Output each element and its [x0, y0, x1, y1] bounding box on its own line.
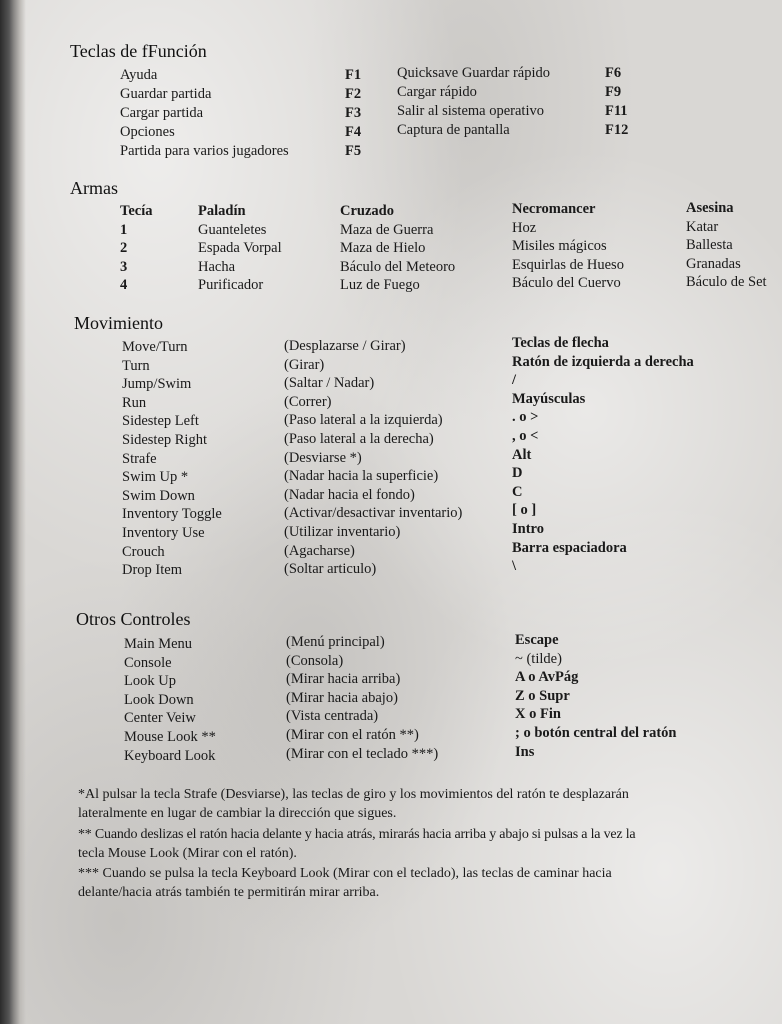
movement-key: . o > [512, 409, 539, 426]
movement-action: Move/Turn [122, 339, 188, 355]
movement-key: Ratón de izquierda a derecha [512, 353, 694, 370]
other-description: (Mirar con el teclado ***) [286, 745, 439, 762]
function-label: Opciones [120, 124, 175, 140]
other-action: Look Up [124, 673, 176, 690]
movement-key: \ [512, 558, 517, 575]
other-action: Look Down [124, 691, 194, 708]
movement-description: (Activar/desactivar inventario) [284, 505, 463, 522]
movement-action: Inventory Use [122, 524, 205, 541]
other-description: (Vista centrada) [286, 708, 379, 725]
weapons-cell: Maza de Guerra [340, 221, 434, 238]
movement-action: Jump/Swim [122, 376, 192, 393]
movement-action: Strafe [122, 450, 157, 467]
weapons-cell: Báculo del Meteoro [340, 258, 456, 275]
other-action: Center Veiw [124, 710, 196, 727]
other-key: Ins [515, 743, 535, 760]
other-key: ; o botón central del ratón [515, 724, 677, 741]
movement-description: (Girar) [284, 356, 325, 373]
movement-description: (Correr) [284, 393, 332, 410]
weapons-cell: Hacha [198, 258, 236, 275]
function-key: F2 [345, 86, 362, 102]
function-right-keys [605, 64, 628, 140]
function-key: F5 [345, 143, 362, 159]
section-title-other-controls: Otros Controles [76, 609, 191, 629]
section-title-function-keys: Teclas de fFunción [70, 41, 207, 61]
other-key: Z o Supr [515, 687, 570, 704]
function-left-keys [345, 66, 361, 161]
section-title-weapons: Armas [70, 178, 118, 198]
function-key: F12 [605, 122, 629, 138]
other-col-key [515, 631, 677, 761]
weapons-cell: Guanteletes [198, 221, 267, 238]
movement-key: Barra espaciadora [512, 539, 627, 556]
weapons-cell: Misiles mágicos [512, 238, 607, 255]
movement-action: Run [122, 394, 147, 411]
movement-col-key [512, 334, 694, 576]
function-label: Cargar partida [120, 105, 204, 121]
other-description: (Mirar con el ratón **) [286, 726, 419, 743]
footnote-line: ** Cuando deslizas el ratón hacia delante y hacia atrás, mirarás hacia arriba y abajo si pulsas a la vez la [78, 827, 636, 842]
movement-action: Drop Item [122, 562, 182, 579]
weapons-cell: Luz de Fuego [340, 277, 420, 294]
weapons-cell: Maza de Hielo [340, 240, 426, 257]
weapons-cell: Ballesta [686, 237, 733, 254]
other-action: Console [124, 654, 172, 671]
other-action: Main Menu [124, 636, 193, 652]
weapons-header: Tecía [120, 203, 153, 219]
weapons-cell: 4 [120, 277, 128, 294]
other-col-description [286, 633, 438, 763]
weapons-cell: Báculo del Cuervo [512, 275, 621, 292]
other-key: A o AvPág [515, 669, 579, 686]
weapons-col-cruzado [340, 202, 455, 295]
function-key: F11 [605, 103, 628, 119]
weapons-cell: 1 [120, 221, 128, 238]
footnote-line: delante/hacia atrás también te permitirán mirar arriba. [78, 885, 380, 900]
movement-description: (Nadar hacia el fondo) [284, 486, 415, 503]
movement-description: (Utilizar inventario) [284, 523, 401, 540]
movement-key: Alt [512, 446, 532, 463]
weapons-header: Paladín [198, 203, 246, 219]
function-label: Ayuda [120, 67, 158, 83]
movement-description: (Desplazarse / Girar) [284, 338, 406, 354]
movement-action: Sidestep Left [122, 413, 199, 430]
weapons-cell: Granadas [686, 255, 741, 272]
footnote-line: tecla Mouse Look (Mirar con el ratón). [78, 846, 297, 861]
weapons-col-paladin [198, 202, 282, 295]
weapons-header: Necromancer [512, 201, 596, 217]
movement-key: , o < [512, 427, 539, 444]
function-label: Guardar partida [120, 86, 212, 102]
movement-description: (Desviarse *) [284, 449, 362, 466]
movement-description: (Agacharse) [284, 542, 355, 559]
movement-action: Swim Down [122, 487, 195, 504]
movement-key: D [512, 465, 523, 482]
weapons-cell: Katar [686, 218, 719, 235]
other-key: ~ (tilde) [515, 650, 562, 667]
movement-key: Teclas de flecha [512, 335, 609, 351]
movement-col-description [284, 337, 462, 579]
other-key: X o Fin [515, 706, 561, 723]
weapons-cell: Purificador [198, 277, 264, 294]
movement-col-action [122, 338, 222, 580]
function-key: F1 [345, 67, 362, 83]
function-label: Partida para varios jugadores [120, 143, 289, 159]
footnote-line: lateralmente en lugar de cambiar la dirección que sigues. [78, 806, 397, 821]
function-key: F6 [605, 65, 622, 81]
movement-action: Sidestep Right [122, 431, 207, 448]
movement-description: (Soltar articulo) [284, 561, 377, 578]
weapons-col-necromancer [512, 200, 624, 293]
function-label: Cargar rápido [397, 84, 477, 100]
weapons-cell: 2 [120, 240, 128, 257]
movement-description: (Paso lateral a la izquierda) [284, 412, 443, 429]
movement-key: Mayúsculas [512, 390, 586, 407]
weapons-cell: Espada Vorpal [198, 240, 282, 257]
function-left-labels [120, 66, 289, 161]
movement-key: / [512, 372, 517, 389]
movement-description: (Nadar hacia la superficie) [284, 468, 439, 485]
movement-key: C [512, 483, 523, 500]
footnote-line: *** Cuando se pulsa la tecla Keyboard Look (Mirar con el teclado), las teclas de caminar hacia [78, 866, 612, 881]
section-title-movement: Movimiento [74, 313, 163, 333]
other-description: (Mirar hacia arriba) [286, 671, 401, 688]
other-col-action [124, 635, 216, 765]
other-description: (Menú principal) [286, 634, 385, 650]
page-binding-edge [0, 0, 26, 1024]
function-label: Salir al sistema operativo [397, 103, 544, 119]
movement-action: Swim Up * [122, 469, 189, 486]
other-action: Keyboard Look [124, 747, 216, 764]
other-description: (Mirar hacia abajo) [286, 689, 398, 706]
weapons-cell: Esquirlas de Hueso [512, 256, 624, 273]
movement-action: Inventory Toggle [122, 506, 222, 523]
weapons-col-key [120, 202, 153, 295]
movement-action: Turn [122, 357, 150, 374]
footnote-line: *Al pulsar la tecla Strafe (Desviarse), las teclas de giro y los movimientos del ratón te desplazarán [78, 787, 629, 802]
weapons-cell: Báculo de Set [686, 274, 767, 291]
movement-description: (Saltar / Nadar) [284, 375, 375, 392]
function-label: Captura de pantalla [397, 122, 510, 138]
movement-key: Intro [512, 520, 544, 537]
function-key: F9 [605, 84, 622, 100]
function-key: F3 [345, 105, 362, 121]
other-description: (Consola) [286, 652, 344, 669]
function-key: F4 [345, 124, 362, 140]
function-label: Quicksave Guardar rápido [397, 65, 550, 81]
weapons-cell: 3 [120, 258, 128, 275]
weapons-col-asesina [686, 199, 767, 292]
movement-description: (Paso lateral a la derecha) [284, 430, 434, 447]
weapons-cell: Hoz [512, 219, 537, 236]
other-action: Mouse Look ** [124, 728, 216, 745]
movement-key: [ o ] [512, 502, 537, 519]
weapons-header: Cruzado [340, 203, 394, 219]
movement-action: Crouch [122, 543, 165, 560]
weapons-header: Asesina [686, 200, 734, 216]
function-right-labels [397, 64, 550, 140]
other-key: Escape [515, 632, 559, 648]
